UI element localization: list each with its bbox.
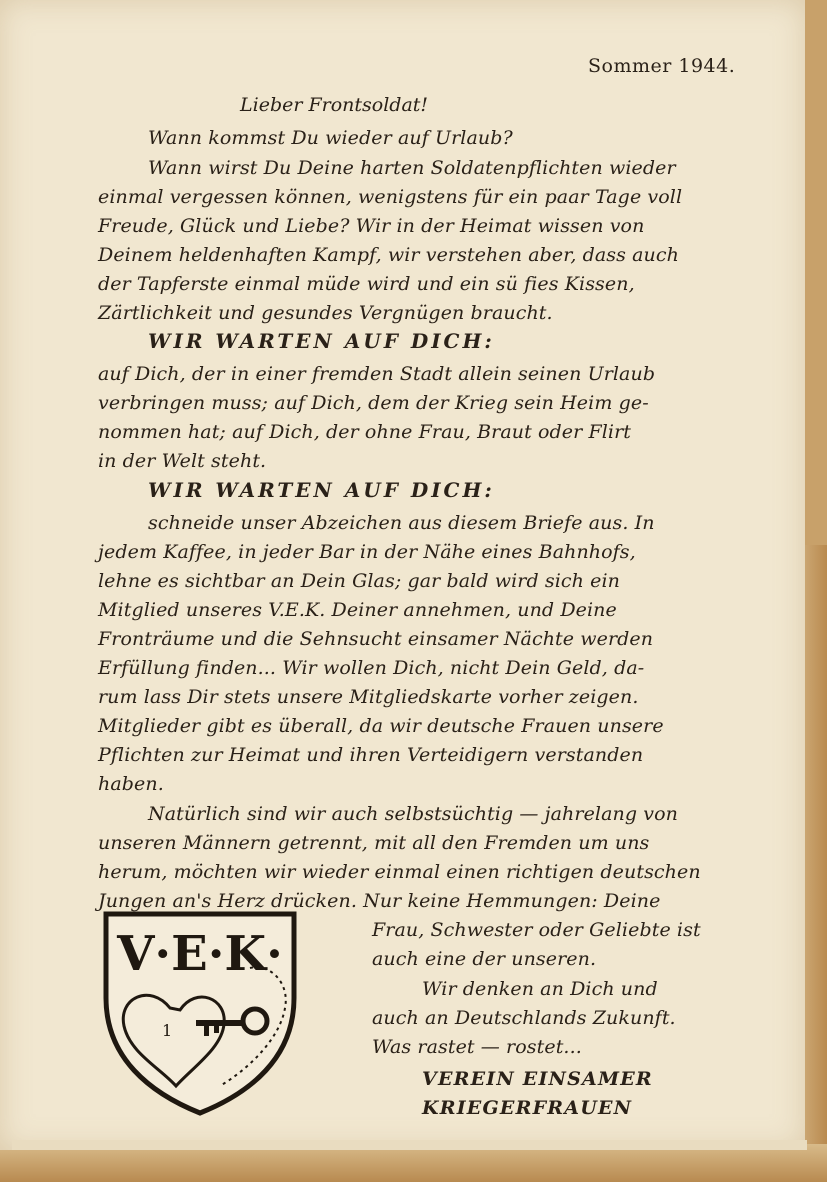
para5-line: Was rastet — rostet... (372, 1036, 582, 1058)
badge-letters: V·E·K· (117, 926, 283, 982)
para4-line: Jungen an's Herz drücken. Nur keine Hemmungen: Deine (98, 890, 661, 912)
para2-line: in der Welt steht. (98, 450, 267, 472)
para2-line: auf Dich, der in einer fremden Stadt allein seinen Urlaub (98, 363, 656, 385)
para3-line: Fronträume und die Sehnsucht einsamer Nächte werden (98, 628, 654, 650)
para2-line: nommen hat; auf Dich, der ohne Frau, Braut oder Flirt (98, 421, 632, 443)
heading-wir-warten-1: WIR WARTEN AUF DICH: (148, 329, 495, 353)
para4-line: Frau, Schwester oder Geliebte ist (372, 919, 701, 941)
para3-line: jedem Kaffee, in jeder Bar in der Nähe eines Bahnhofs, (98, 541, 636, 563)
para3-line: haben. (98, 773, 164, 795)
para5-line: Wir denken an Dich und (422, 978, 658, 1000)
para1-line: Freude, Glück und Liebe? Wir in der Heimat wissen von (98, 215, 645, 237)
badge-number: 1 (162, 1021, 173, 1040)
para1-line: einmal vergessen können, wenigstens für ein paar Tage voll (98, 186, 683, 208)
para4-line: Natürlich sind wir auch selbstsüchtig — jahrelang von (148, 803, 678, 825)
para3-line: schneide unser Abzeichen aus diesem Briefe aus. In (148, 512, 655, 534)
para1-line: Zärtlichkeit und gesundes Vergnügen braucht. (98, 302, 553, 324)
para3-line: Mitglied unseres V.E.K. Deiner annehmen, und Deine (98, 599, 617, 621)
opening-question: Wann kommst Du wieder auf Urlaub? (148, 127, 513, 149)
para1-line: Wann wirst Du Deine harten Soldatenpflichten wieder (148, 157, 676, 179)
para3-line: rum lass Dir stets unsere Mitgliedskarte vorher zeigen. (98, 686, 639, 708)
para3-line: Mitglieder gibt es überall, da wir deutsche Frauen unsere (98, 715, 664, 737)
letter-edge (12, 1140, 807, 1150)
vek-badge[interactable] (100, 908, 300, 1118)
salutation: Lieber Frontsoldat! (240, 94, 429, 116)
para4-line: auch eine der unseren. (372, 948, 597, 970)
heading-wir-warten-2: WIR WARTEN AUF DICH: (148, 478, 495, 502)
para4-line: unseren Männern getrennt, mit all den Fremden um uns (98, 832, 650, 854)
para5-line: auch an Deutschlands Zukunft. (372, 1007, 676, 1029)
letter-date: Sommer 1944. (588, 55, 736, 77)
para3-line: lehne es sichtbar an Dein Glas; gar bald wird sich ein (98, 570, 620, 592)
para2-line: verbringen muss; auf Dich, dem der Krieg sein Heim ge- (98, 392, 649, 414)
para1-line: der Tapferste einmal müde wird und ein sü fies Kissen, (98, 273, 635, 295)
para4-line: herum, möchten wir wieder einmal einen richtigen deutschen (98, 861, 701, 883)
para3-line: Erfüllung finden... Wir wollen Dich, nicht Dein Geld, da- (98, 657, 645, 679)
signature-line: VEREIN EINSAMER (422, 1068, 653, 1090)
para1-line: Deinem heldenhaften Kampf, wir verstehen aber, dass auch (98, 244, 679, 266)
signature-line: KRIEGERFRAUEN (422, 1097, 633, 1119)
para3-line: Pflichten zur Heimat und ihren Verteidigern verstanden (98, 744, 644, 766)
